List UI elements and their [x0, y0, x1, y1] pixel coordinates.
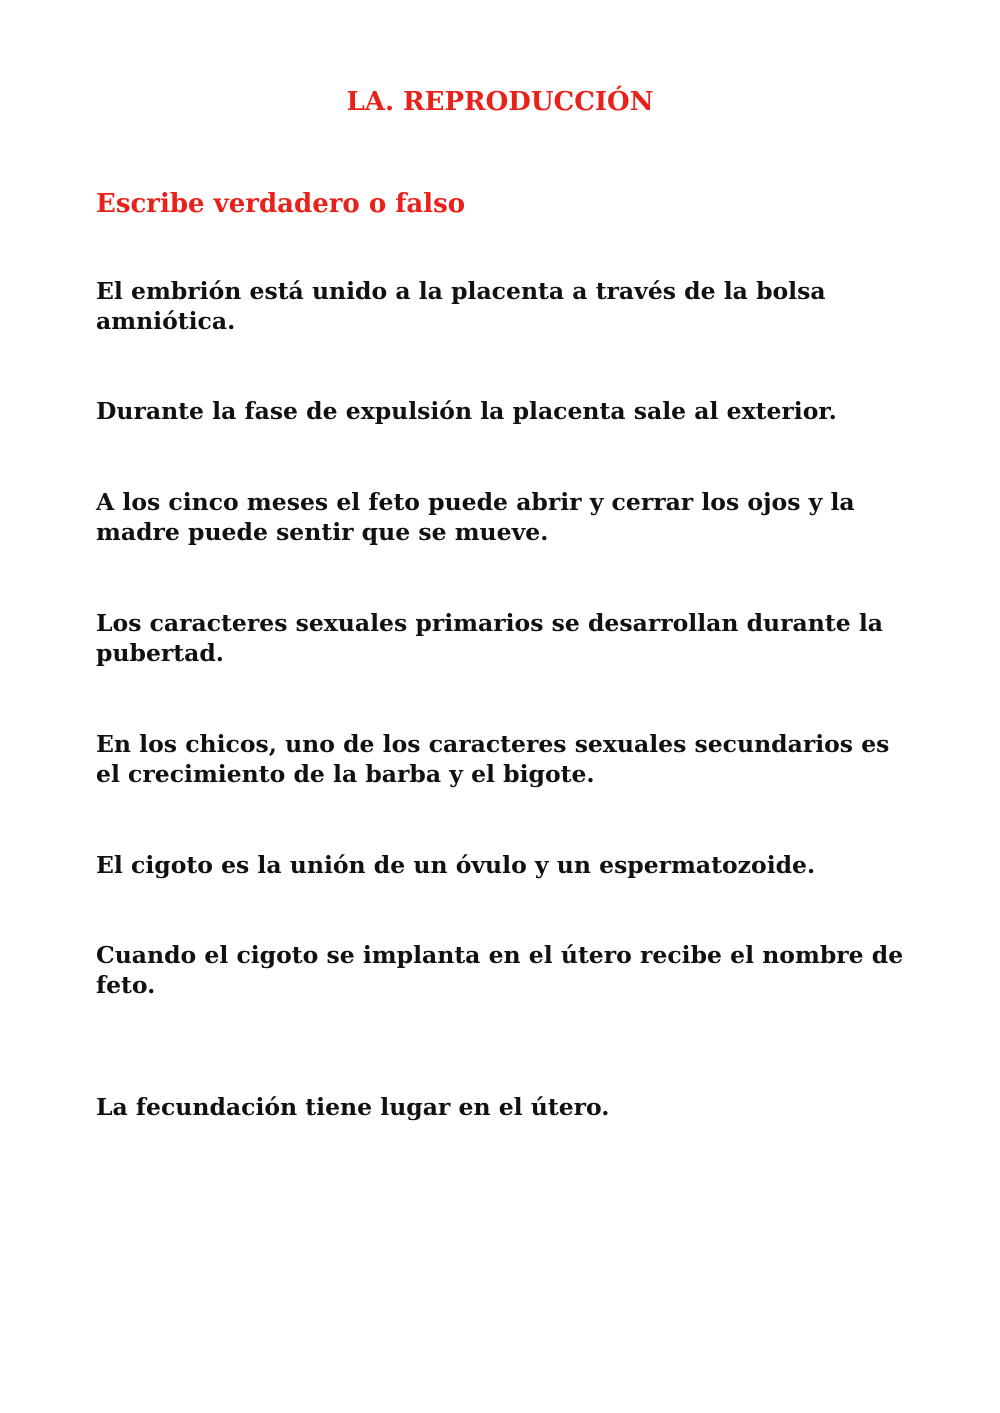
- statement-1: El embrión está unido a la placenta a través de la bolsa amniótica.: [96, 277, 826, 335]
- statement-5: En los chicos, uno de los caracteres sexuales secundarios es el crecimiento de la barba y el bigote.: [96, 730, 890, 788]
- statement-2: Durante la fase de expulsión la placenta sale al exterior.: [96, 397, 837, 425]
- statement-4: Los caracteres sexuales primarios se desarrollan durante la pubertad.: [96, 609, 883, 667]
- instruction-heading: Escribe verdadero o falso: [96, 189, 466, 219]
- statement-3: A los cinco meses el feto puede abrir y cerrar los ojos y la madre puede sentir que se mueve.: [96, 488, 855, 546]
- statement-7: Cuando el cigoto se implanta en el útero recibe el nombre de feto.: [96, 941, 904, 999]
- page-title: LA. REPRODUCCIÓN: [346, 87, 654, 117]
- statement-6: El cigoto es la unión de un óvulo y un espermatozoide.: [96, 851, 816, 879]
- statement-8: La fecundación tiene lugar en el útero.: [96, 1093, 610, 1121]
